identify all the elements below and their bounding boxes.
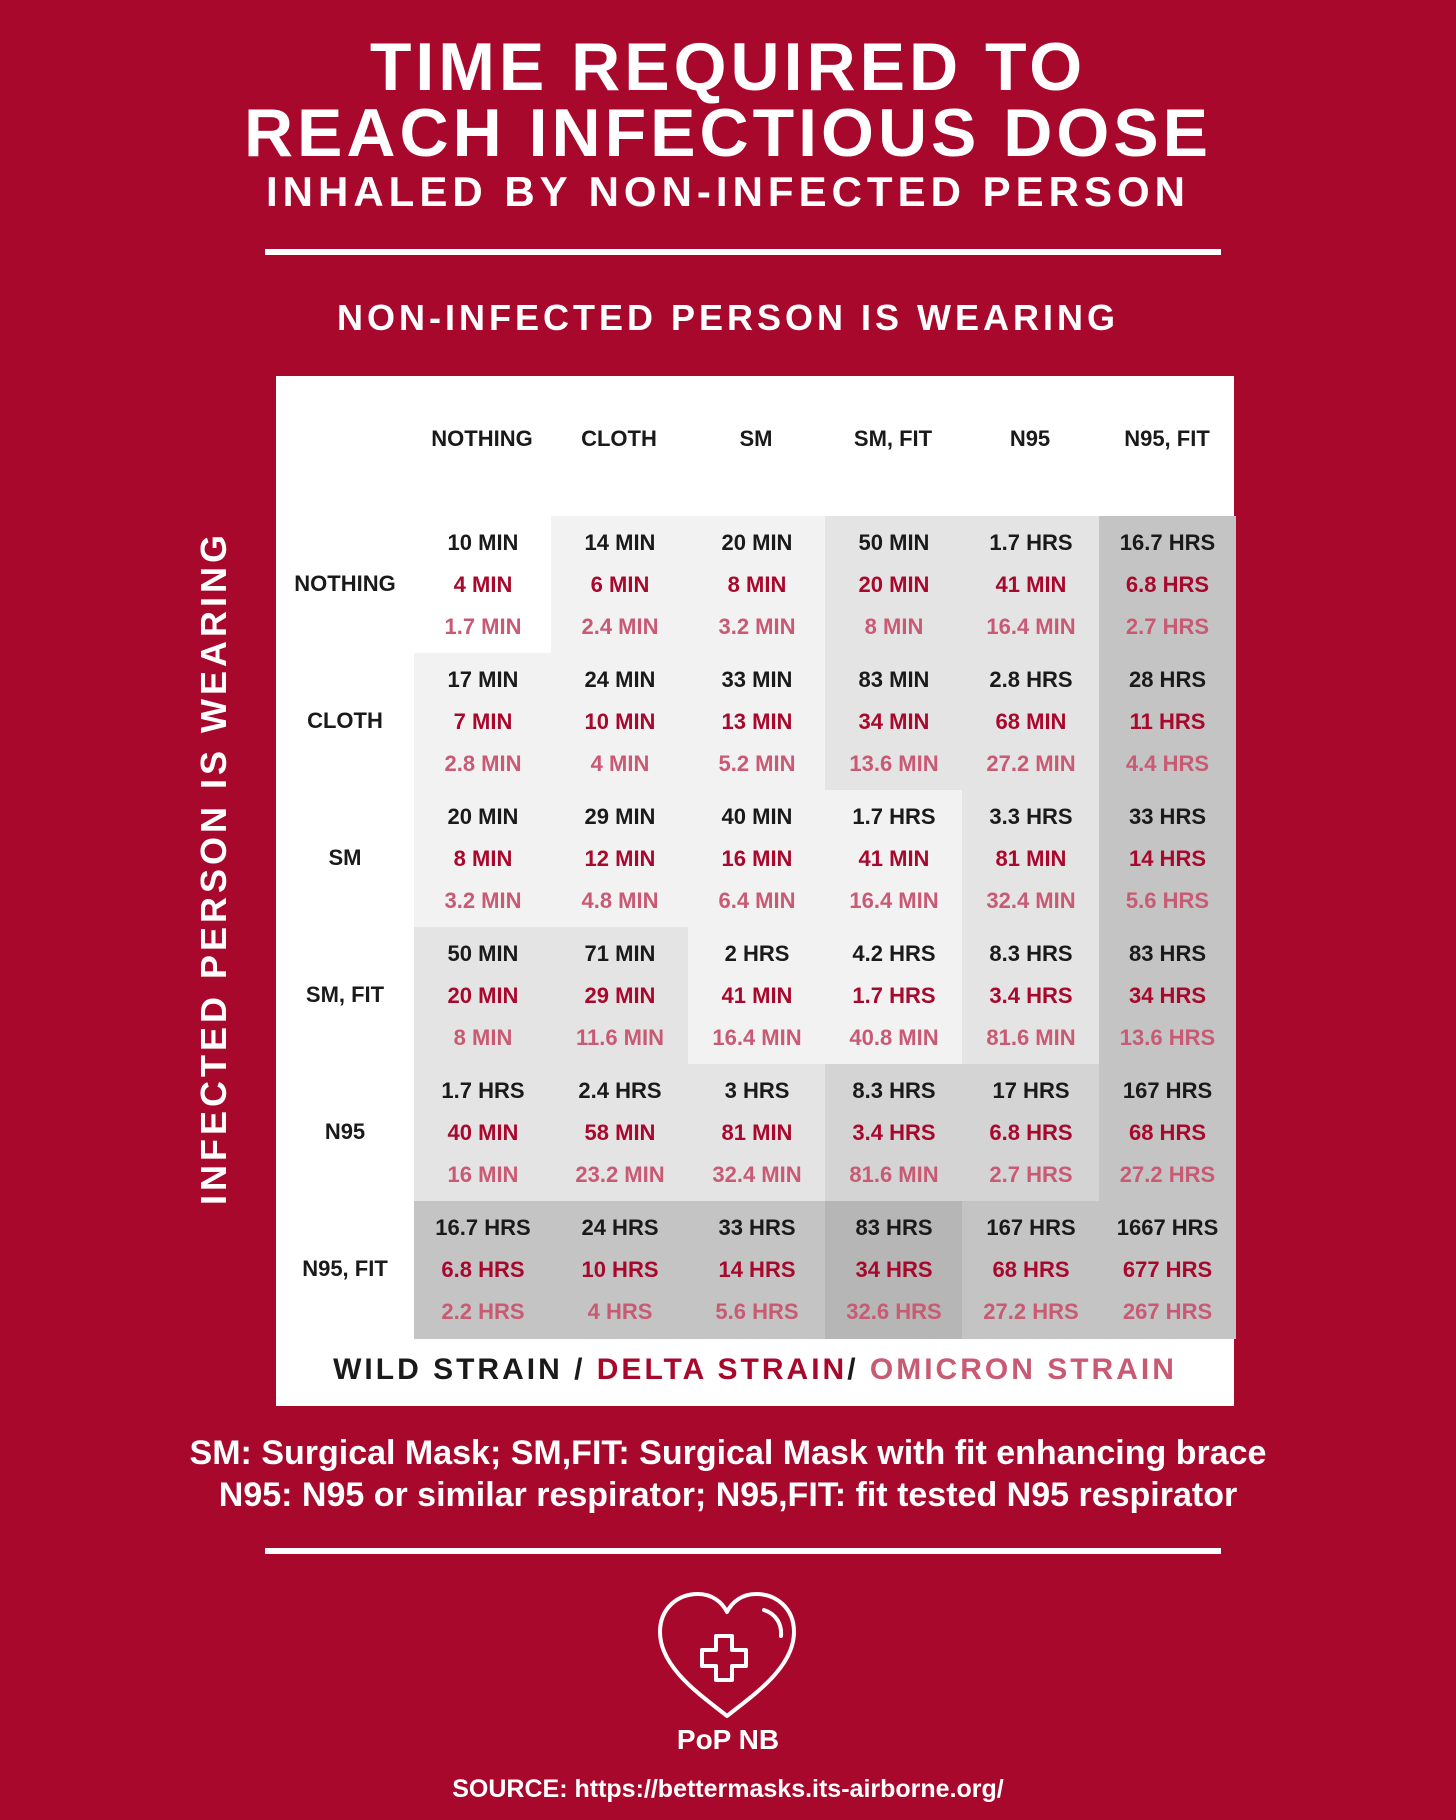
omicron-value: 4.4 HRS — [1125, 751, 1210, 776]
wild-value: 29 MIN — [584, 804, 656, 829]
delta-value: 3.4 HRS — [852, 1120, 936, 1145]
delta-value: 1.7 HRS — [852, 983, 936, 1008]
delta-value: 68 HRS — [1128, 1120, 1207, 1145]
table-cell — [551, 1064, 689, 1202]
table-cell — [414, 927, 552, 1065]
row-header: N95, FIT — [302, 1256, 388, 1281]
column-header: CLOTH — [581, 426, 657, 451]
wild-value: 10 MIN — [447, 530, 519, 555]
table-cell — [962, 1201, 1100, 1339]
table-cell — [962, 653, 1100, 791]
delta-value: 11 HRS — [1129, 709, 1206, 734]
row-header: NOTHING — [294, 571, 396, 596]
delta-value: 6.8 HRS — [989, 1120, 1073, 1145]
source-link[interactable]: SOURCE: https://bettermasks.its-airborne.org/ — [452, 1775, 1004, 1803]
table-cell — [1099, 1064, 1236, 1202]
omicron-value: 40.8 MIN — [849, 1025, 939, 1050]
omicron-value: 4.8 MIN — [581, 888, 659, 913]
wild-value: 14 MIN — [584, 530, 656, 555]
dose-table — [276, 376, 1234, 1406]
omicron-value: 3.2 MIN — [444, 888, 522, 913]
omicron-value: 5.6 HRS — [1125, 888, 1210, 913]
abbreviation-notes — [0, 1432, 1456, 1516]
title-line-2: REACH INFECTIOUS DOSE — [243, 95, 1213, 171]
omicron-value: 27.2 HRS — [1119, 1162, 1216, 1187]
omicron-value: 2.4 MIN — [581, 614, 659, 639]
wild-value: 167 HRS — [986, 1215, 1076, 1240]
table-cell — [688, 653, 826, 791]
column-header: NOTHING — [431, 426, 533, 451]
legend-separator-1: / — [562, 1353, 597, 1386]
omicron-value: 32.4 MIN — [986, 888, 1076, 913]
legend-omicron: OMICRON STRAIN — [869, 1353, 1177, 1386]
omicron-value: 13.6 MIN — [849, 751, 939, 776]
row-header: SM — [328, 845, 362, 870]
delta-value: 14 HRS — [718, 1257, 796, 1282]
table-cell — [551, 927, 689, 1065]
bottom-divider — [265, 1548, 1221, 1554]
wild-value: 3.3 HRS — [989, 804, 1073, 829]
heart-plus-icon — [652, 1588, 802, 1728]
delta-value: 677 HRS — [1122, 1257, 1213, 1282]
wild-value: 24 HRS — [581, 1215, 659, 1240]
delta-value: 68 MIN — [995, 709, 1067, 734]
table-cell — [414, 790, 552, 928]
wild-value: 20 MIN — [721, 530, 793, 555]
delta-value: 8 MIN — [453, 846, 513, 871]
delta-value: 20 MIN — [447, 983, 519, 1008]
table-cell — [688, 516, 826, 654]
delta-value: 41 MIN — [995, 572, 1067, 597]
table-cell — [1099, 516, 1236, 654]
row-header: CLOTH — [307, 708, 383, 733]
omicron-value: 16.4 MIN — [849, 888, 939, 913]
delta-value: 10 HRS — [581, 1257, 659, 1282]
wild-value: 71 MIN — [584, 941, 656, 966]
wild-value: 28 HRS — [1128, 667, 1207, 692]
column-header: SM — [739, 426, 773, 451]
omicron-value: 4 HRS — [587, 1299, 653, 1324]
omicron-value: 23.2 MIN — [575, 1162, 665, 1187]
omicron-value: 32.6 HRS — [846, 1299, 942, 1324]
wild-value: 50 MIN — [858, 530, 930, 555]
delta-value: 81 MIN — [721, 1120, 793, 1145]
notes-line-1: SM: Surgical Mask; SM,FIT: Surgical Mask with fit enhancing brace — [189, 1434, 1267, 1472]
delta-value: 8 MIN — [727, 572, 787, 597]
notes-line-2: N95: N95 or similar respirator; N95,FIT: fit tested N95 respirator — [218, 1476, 1238, 1514]
table-cell — [1099, 1201, 1236, 1339]
omicron-value: 1.7 MIN — [444, 614, 522, 639]
wild-value: 1.7 HRS — [441, 1078, 525, 1103]
omicron-value: 16.4 MIN — [986, 614, 1076, 639]
omicron-value: 81.6 MIN — [849, 1162, 939, 1187]
omicron-value: 6.4 MIN — [718, 888, 796, 913]
column-axis-title: NON-INFECTED PERSON IS WEARING — [336, 297, 1120, 338]
delta-value: 7 MIN — [453, 709, 513, 734]
brand-name: PoP NB — [676, 1724, 780, 1755]
table-cell — [551, 653, 689, 791]
column-header: N95, FIT — [1124, 426, 1210, 451]
delta-value: 13 MIN — [721, 709, 793, 734]
wild-value: 8.3 HRS — [989, 941, 1073, 966]
legend-wild: WILD STRAIN — [333, 1353, 563, 1386]
wild-value: 2 HRS — [724, 941, 790, 966]
omicron-value: 81.6 MIN — [986, 1025, 1076, 1050]
delta-value: 6.8 HRS — [441, 1257, 525, 1282]
wild-value: 33 HRS — [1128, 804, 1207, 829]
wild-value: 16.7 HRS — [435, 1215, 531, 1240]
table-cell — [414, 516, 552, 654]
row-header: SM, FIT — [305, 982, 385, 1007]
wild-value: 17 MIN — [447, 667, 519, 692]
wild-value: 1.7 HRS — [852, 804, 936, 829]
column-header: N95 — [1009, 426, 1051, 451]
table-cell — [825, 1201, 963, 1339]
table-cell — [825, 516, 963, 654]
omicron-value: 16 MIN — [447, 1162, 519, 1187]
table-cell — [1099, 927, 1236, 1065]
table-cell — [962, 1064, 1100, 1202]
omicron-value: 2.8 MIN — [444, 751, 522, 776]
omicron-value: 27.2 HRS — [983, 1299, 1079, 1324]
title-line-1: TIME REQUIRED TO — [369, 29, 1087, 105]
wild-value: 4.2 HRS — [852, 941, 936, 966]
omicron-value: 27.2 MIN — [986, 751, 1076, 776]
row-axis-title: INFECTED PERSON IS WEARING — [193, 530, 234, 1206]
title-line-3: INHALED BY NON-INFECTED PERSON — [266, 168, 1190, 215]
delta-value: 3.4 HRS — [989, 983, 1073, 1008]
omicron-value: 8 MIN — [864, 614, 924, 639]
table-cell — [825, 653, 963, 791]
table-cell — [688, 927, 826, 1065]
omicron-value: 5.2 MIN — [718, 751, 796, 776]
wild-value: 3 HRS — [724, 1078, 790, 1103]
strain-legend — [276, 1353, 1234, 1387]
table-cell — [962, 516, 1100, 654]
table-cell — [414, 1064, 552, 1202]
wild-value: 8.3 HRS — [852, 1078, 936, 1103]
omicron-value: 3.2 MIN — [718, 614, 796, 639]
page-title — [0, 29, 1456, 218]
column-header: SM, FIT — [853, 426, 933, 451]
omicron-value: 11.6 MIN — [575, 1025, 665, 1050]
row-header: N95 — [324, 1119, 366, 1144]
omicron-value: 2.2 HRS — [441, 1299, 525, 1324]
delta-value: 40 MIN — [447, 1120, 519, 1145]
delta-value: 6 MIN — [590, 572, 650, 597]
table-cell — [551, 790, 689, 928]
wild-value: 24 MIN — [584, 667, 656, 692]
legend-delta: DELTA STRAIN — [596, 1353, 848, 1386]
table-cell — [1099, 790, 1236, 928]
delta-value: 34 MIN — [858, 709, 930, 734]
delta-value: 58 MIN — [584, 1120, 656, 1145]
table-cell — [1099, 653, 1236, 791]
delta-value: 41 MIN — [858, 846, 930, 871]
omicron-value: 2.7 HRS — [989, 1162, 1073, 1187]
wild-value: 16.7 HRS — [1119, 530, 1216, 555]
wild-value: 33 MIN — [721, 667, 793, 692]
table-cell — [688, 1201, 826, 1339]
table-cell — [962, 790, 1100, 928]
table-cell — [688, 790, 826, 928]
omicron-value: 4 MIN — [590, 751, 650, 776]
delta-value: 12 MIN — [584, 846, 656, 871]
wild-value: 20 MIN — [447, 804, 519, 829]
delta-value: 14 HRS — [1128, 846, 1207, 871]
wild-value: 1.7 HRS — [989, 530, 1073, 555]
wild-value: 33 HRS — [718, 1215, 796, 1240]
wild-value: 40 MIN — [721, 804, 793, 829]
delta-value: 81 MIN — [995, 846, 1067, 871]
wild-value: 2.8 HRS — [989, 667, 1073, 692]
omicron-value: 13.6 HRS — [1119, 1025, 1216, 1050]
omicron-value: 32.4 MIN — [712, 1162, 802, 1187]
omicron-value: 5.6 HRS — [715, 1299, 799, 1324]
wild-value: 17 HRS — [992, 1078, 1070, 1103]
wild-value: 50 MIN — [447, 941, 519, 966]
table-cell — [825, 927, 963, 1065]
delta-value: 34 HRS — [1128, 983, 1207, 1008]
delta-value: 6.8 HRS — [1125, 572, 1210, 597]
delta-value: 68 HRS — [992, 1257, 1070, 1282]
wild-value: 2.4 HRS — [578, 1078, 662, 1103]
omicron-value: 267 HRS — [1122, 1299, 1213, 1324]
wild-value: 83 HRS — [855, 1215, 933, 1240]
wild-value: 1667 HRS — [1116, 1215, 1219, 1240]
omicron-value: 8 MIN — [453, 1025, 513, 1050]
delta-value: 16 MIN — [721, 846, 793, 871]
wild-value: 83 HRS — [1128, 941, 1207, 966]
delta-value: 4 MIN — [453, 572, 513, 597]
delta-value: 41 MIN — [721, 983, 793, 1008]
top-divider — [265, 249, 1221, 255]
table-cell — [688, 1064, 826, 1202]
table-cell — [551, 1201, 689, 1339]
wild-value: 83 MIN — [858, 667, 930, 692]
wild-value: 167 HRS — [1122, 1078, 1213, 1103]
omicron-value: 2.7 HRS — [1125, 614, 1210, 639]
table-cell — [825, 790, 963, 928]
table-cell — [825, 1064, 963, 1202]
delta-value: 29 MIN — [584, 983, 656, 1008]
delta-value: 34 HRS — [855, 1257, 933, 1282]
table-cell — [414, 653, 552, 791]
table-cell — [414, 1201, 552, 1339]
omicron-value: 16.4 MIN — [712, 1025, 802, 1050]
table-cell — [551, 516, 689, 654]
delta-value: 10 MIN — [584, 709, 656, 734]
delta-value: 20 MIN — [858, 572, 930, 597]
table-cell — [962, 927, 1100, 1065]
legend-separator-2: / — [847, 1353, 870, 1386]
